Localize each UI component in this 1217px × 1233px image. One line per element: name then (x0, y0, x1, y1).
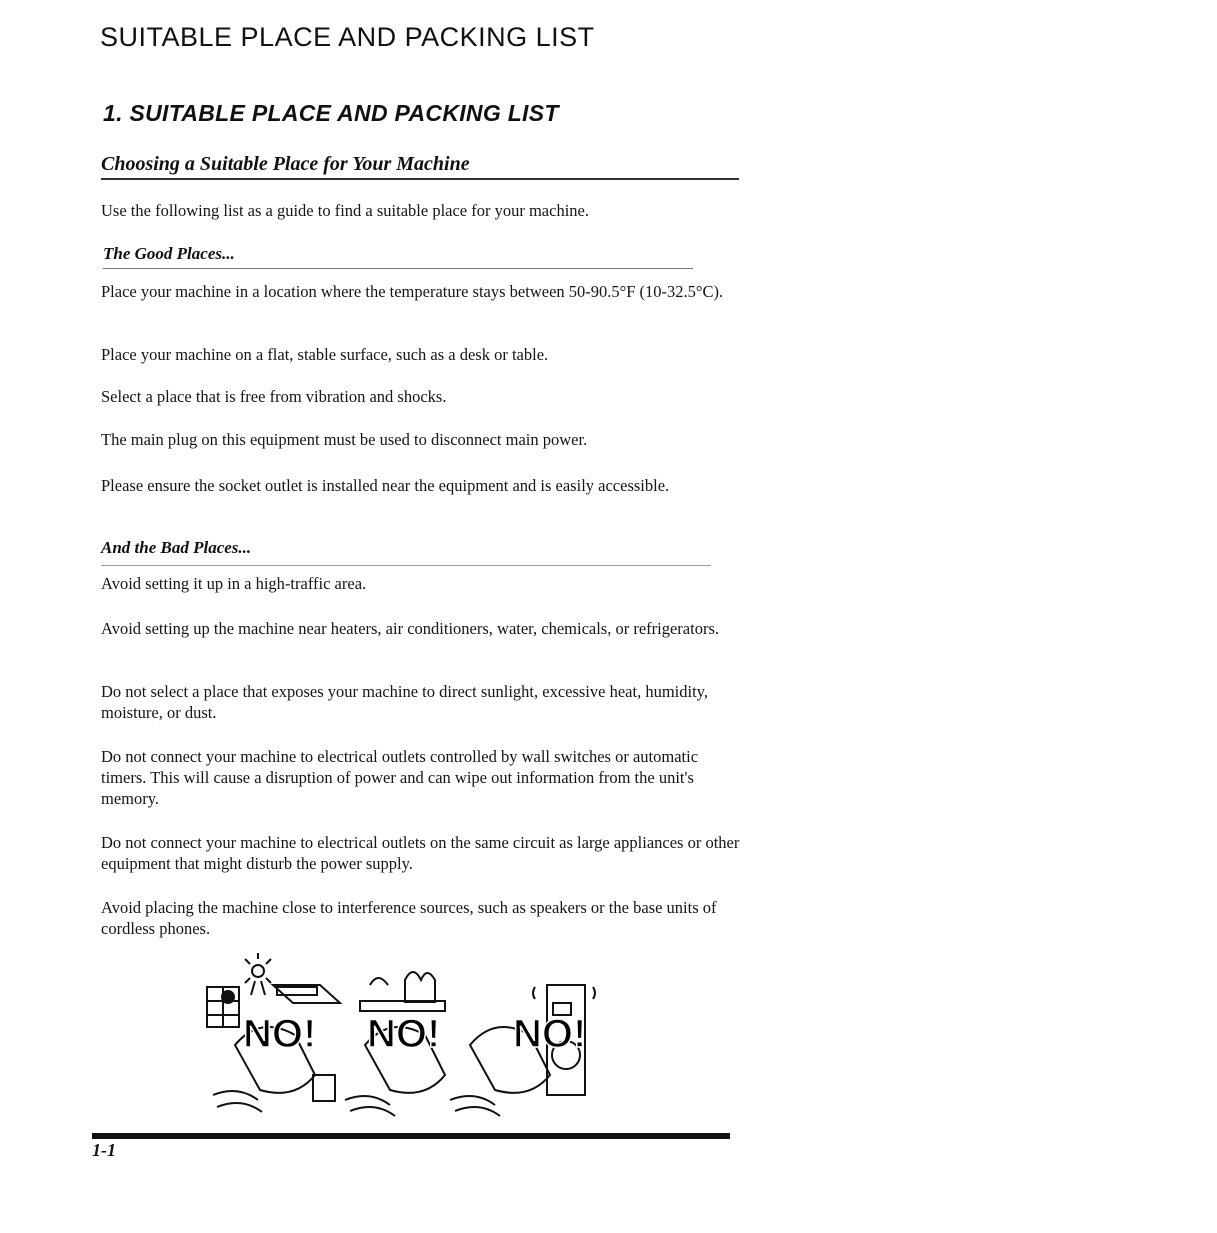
bad-places-underline (101, 565, 711, 566)
good-item-main-plug: The main plug on this equipment must be used to disconnect main power. (101, 430, 588, 449)
footer-rule (92, 1133, 730, 1139)
running-head: SUITABLE PLACE AND PACKING LIST (100, 22, 595, 52)
chapter-title: 1. SUITABLE PLACE AND PACKING LIST (103, 100, 559, 126)
bad-item-same-circuit: Do not connect your machine to electrical outlets on the same circuit as large appliances or other equipment that might disturb the power supply. (101, 833, 740, 873)
good-item-vibration: Select a place that is free from vibration and shocks. (101, 387, 447, 406)
no-label: NO! (513, 1012, 587, 1056)
page-number: 1-1 (92, 1140, 116, 1160)
section-underline (101, 178, 739, 180)
section-title: Choosing a Suitable Place for Your Machine (101, 153, 470, 175)
good-places-heading: The Good Places... (103, 244, 235, 263)
sun-drawing (245, 953, 271, 995)
no-label: NO! (243, 1012, 317, 1056)
bad-item-heaters: Avoid setting up the machine near heaters, air conditioners, water, chemicals, or refrigerators. (101, 619, 720, 638)
good-item-socket: Please ensure the socket outlet is installed near the equipment and is easily accessible. (101, 476, 670, 495)
heater-drawing (207, 987, 239, 1027)
bad-item-wall-switches: Do not connect your machine to electrical outlets controlled by wall switches or automatic timers. This will cause a disruption of power and can wipe out information from the unit's memory. (101, 747, 699, 808)
good-item-surface: Place your machine on a flat, stable surface, such as a desk or table. (101, 345, 549, 364)
bad-item-traffic: Avoid setting it up in a high-traffic area. (101, 574, 367, 593)
bad-item-sunlight: Do not select a place that exposes your machine to direct sunlight, excessive heat, humidity, moisture, or dust. (101, 682, 708, 722)
air-conditioner-drawing (273, 985, 340, 1003)
bad-places-illustration (195, 945, 615, 1130)
bad-item-interference: Avoid placing the machine close to interference sources, such as speakers or the base units of cordless phones. (101, 898, 717, 938)
good-item-temperature: Place your machine in a location where the temperature stays between 50-90.5°F (10-32.5°C). (101, 282, 724, 301)
bad-places-heading: And the Bad Places... (101, 538, 252, 557)
good-places-underline (103, 268, 693, 269)
intro-paragraph: Use the following list as a guide to find a suitable place for your machine. (101, 201, 589, 220)
no-label: NO! (367, 1012, 441, 1056)
